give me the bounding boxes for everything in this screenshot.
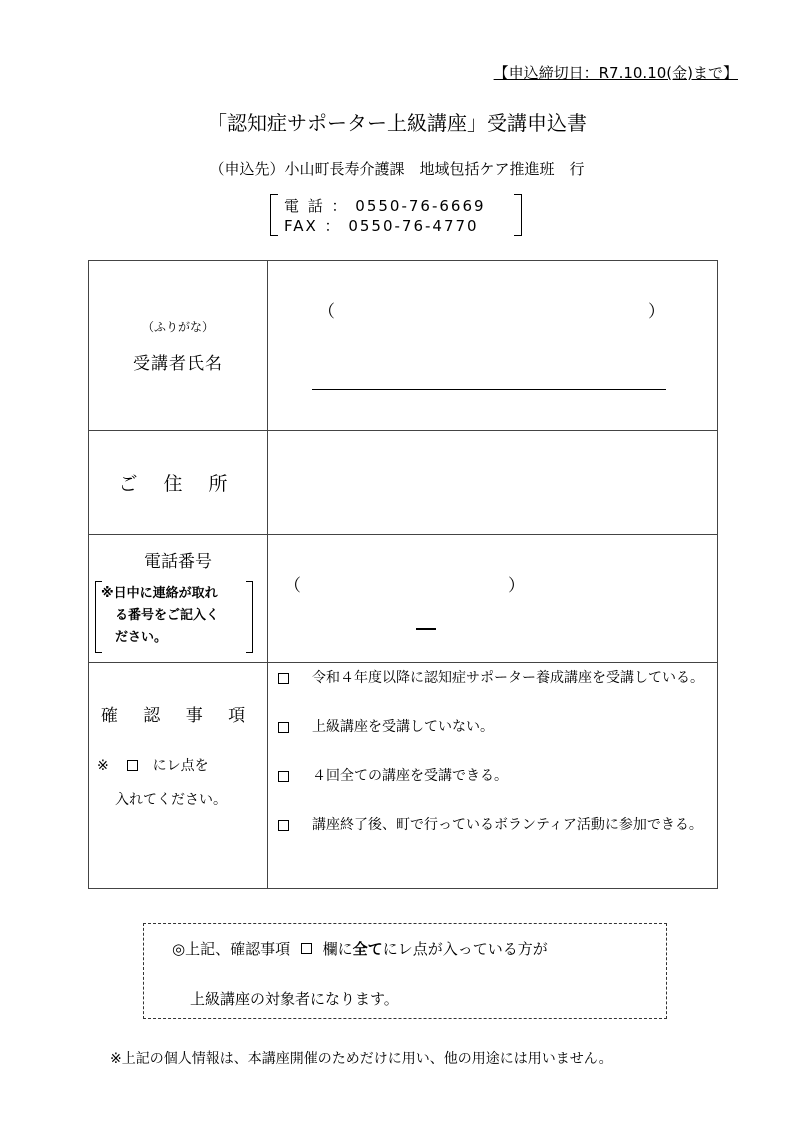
application-deadline: 【申込締切日：R7.10.10(金)まで】 bbox=[493, 64, 738, 82]
notice-line2: 上級講座の対象者になります。 bbox=[190, 990, 399, 1008]
notice-line1-b: 欄に bbox=[322, 940, 353, 958]
application-destination: （申込先）小山町長寿介護課 地域包括ケア推進班 行 bbox=[209, 160, 585, 178]
confirm-items-cell bbox=[268, 663, 718, 889]
phone-label-cell bbox=[89, 535, 268, 663]
page-title: 「認知症サポーター上級講座」受講申込書 bbox=[207, 111, 587, 135]
confirm-checkbox[interactable] bbox=[278, 722, 289, 733]
privacy-footer: ※上記の個人情報は、本講座開催のためだけに用い、他の用途には用いません。 bbox=[110, 1051, 613, 1067]
confirm-item bbox=[278, 765, 708, 788]
confirm-item-text: 上級講座を受講していない。 bbox=[312, 719, 494, 735]
phone-note-line1: ※日中に連絡が取れ bbox=[101, 586, 218, 601]
address-label: ご 住 所 bbox=[118, 473, 238, 495]
confirm-checkbox[interactable] bbox=[278, 673, 289, 684]
confirm-item-text: ４回全ての講座を受講できる。 bbox=[312, 768, 508, 784]
phone-label: 電話番号 bbox=[144, 552, 212, 572]
eligibility-notice bbox=[143, 923, 667, 1019]
furigana-label: （ふりがな） bbox=[141, 319, 214, 334]
application-form-table bbox=[88, 260, 718, 889]
phone-note-line2: る番号をご記入く bbox=[115, 608, 220, 623]
confirm-note-suffix: にレ点を bbox=[152, 758, 209, 774]
address-label-cell bbox=[89, 431, 268, 535]
furigana-paren-open: （ bbox=[318, 302, 335, 322]
confirm-checkbox[interactable] bbox=[278, 771, 289, 782]
phone-dash bbox=[416, 628, 436, 630]
confirm-item-text: 講座終了後、町で行っているボランティア活動に参加できる。 bbox=[312, 817, 703, 833]
name-label: 受講者氏名 bbox=[133, 353, 223, 374]
name-label-cell bbox=[89, 261, 268, 431]
name-underline bbox=[312, 389, 666, 390]
confirm-item bbox=[278, 814, 708, 837]
furigana-paren-close: ） bbox=[648, 302, 665, 322]
note-bracket-right bbox=[246, 581, 253, 653]
confirm-item-text: 令和４年度以降に認知症サポーター養成講座を受講している。 bbox=[312, 670, 704, 686]
area-code-paren-close: ） bbox=[508, 576, 525, 596]
confirm-note bbox=[97, 749, 227, 817]
confirm-checkbox[interactable] bbox=[278, 820, 289, 831]
phone-note bbox=[95, 581, 253, 653]
bracket-right bbox=[514, 194, 522, 236]
bracket-left bbox=[270, 194, 278, 236]
confirm-note-prefix: ※ bbox=[97, 758, 109, 774]
checkbox-glyph-icon bbox=[127, 760, 138, 771]
contact-info bbox=[270, 194, 522, 236]
confirm-label: 確 認 事 項 bbox=[100, 706, 256, 726]
notice-line1-bold: 全て bbox=[352, 940, 383, 958]
notice-line1 bbox=[172, 938, 548, 959]
area-code-paren-open: （ bbox=[284, 576, 301, 596]
confirm-item bbox=[278, 667, 708, 690]
confirm-label-cell bbox=[89, 663, 268, 889]
confirm-note-line2: 入れてください。 bbox=[115, 792, 227, 808]
phone-note-line3: ださい。 bbox=[115, 630, 168, 645]
checkbox-glyph-icon bbox=[301, 943, 312, 954]
phone-number: 電 話 ： 0550-76-6669 bbox=[284, 197, 486, 215]
confirm-items bbox=[278, 667, 708, 837]
phone-input-cell[interactable] bbox=[268, 535, 718, 663]
name-input-cell[interactable] bbox=[268, 261, 718, 431]
notice-line1-a: ◎上記、確認事項 bbox=[172, 940, 291, 958]
fax-number: FAX ： 0550-76-4770 bbox=[284, 217, 479, 235]
confirm-item bbox=[278, 716, 708, 739]
notice-line1-c: にレ点が入っている方が bbox=[382, 940, 548, 958]
address-input-cell[interactable] bbox=[268, 431, 718, 535]
